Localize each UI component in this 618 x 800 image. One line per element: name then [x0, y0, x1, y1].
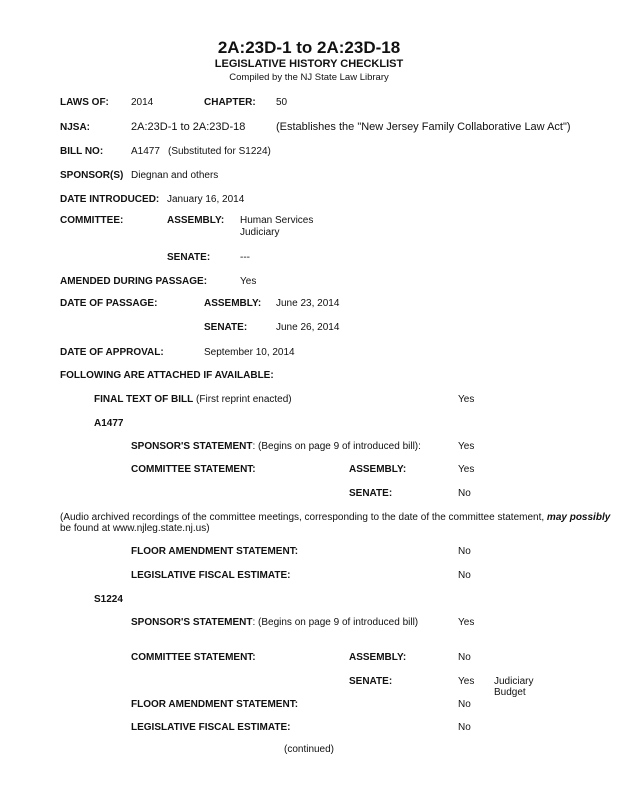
a1477-sponsor-note: : (Begins on page 9 of introduced bill): — [252, 441, 421, 452]
njsa-value: 2A:23D-1 to 2A:23D-18 — [131, 121, 246, 133]
committee-assembly-label: ASSEMBLY: — [167, 215, 225, 226]
committee-senate-label: SENATE: — [167, 252, 211, 263]
a1477-committee-senate-value: No — [458, 488, 471, 499]
s1224-sponsor-value: Yes — [458, 617, 475, 628]
laws-of-label: LAWS OF: — [60, 97, 109, 108]
a1477-committee-assembly-label: ASSEMBLY: — [349, 464, 407, 475]
bill-substitution-note: (Substituted for S1224) — [168, 146, 271, 157]
s1224-committee-assembly-label: ASSEMBLY: — [349, 652, 407, 663]
passage-assembly-label: ASSEMBLY: — [204, 298, 262, 309]
a1477-committee-label: COMMITTEE STATEMENT: — [131, 464, 256, 475]
s1224-sponsor-label: SPONSOR'S STATEMENT — [131, 617, 253, 628]
bill-no-value: A1477 — [131, 146, 160, 157]
njsa-description: (Establishes the "New Jersey Family Collaborative Law Act") — [276, 121, 571, 133]
s1224-floor-label: FLOOR AMENDMENT STATEMENT: — [131, 699, 299, 710]
date-introduced-label: DATE INTRODUCED: — [60, 194, 160, 205]
s1224-fiscal-value: No — [458, 722, 471, 733]
s1224-committee-label: COMMITTEE STATEMENT: — [131, 652, 256, 663]
a1477-floor-label: FLOOR AMENDMENT STATEMENT: — [131, 546, 299, 557]
committee-assembly-2: Judiciary — [240, 227, 280, 238]
passage-label: DATE OF PASSAGE: — [60, 298, 158, 309]
s1224-sponsor-row — [131, 617, 418, 629]
s1224-sponsor-note: : (Begins on page 9 of introduced bill) — [252, 617, 419, 628]
final-text-note: (First reprint enacted) — [196, 394, 292, 405]
committee-senate-value: --- — [240, 252, 250, 263]
a1477-fiscal-value: No — [458, 570, 471, 581]
approval-label: DATE OF APPROVAL: — [60, 347, 164, 358]
sponsors-value: Diegnan and others — [131, 170, 219, 181]
compiled-by: Compiled by the NJ State Law Library — [229, 72, 389, 83]
s1224-committee-senate-label: SENATE: — [349, 676, 393, 687]
date-introduced-value: January 16, 2014 — [167, 194, 245, 205]
a1477-fiscal-label: LEGISLATIVE FISCAL ESTIMATE: — [131, 570, 291, 581]
audio-note-text: (Audio archived recordings of the committee meetings, corresponding to the date of the committee statement, — [60, 512, 547, 523]
passage-senate-date: June 26, 2014 — [276, 322, 340, 333]
bill-no-label: BILL NO: — [60, 146, 104, 157]
final-text-label: FINAL TEXT OF BILL — [94, 394, 194, 405]
s1224-fiscal-label: LEGISLATIVE FISCAL ESTIMATE: — [131, 722, 291, 733]
a1477-sponsor-row — [131, 441, 421, 453]
amended-value: Yes — [240, 276, 257, 287]
sponsors-label: SPONSOR(S) — [60, 170, 124, 181]
s1224-senate-committee-2: Budget — [494, 687, 526, 698]
continued-note: (continued) — [283, 744, 335, 755]
final-text-value: Yes — [458, 394, 475, 405]
amended-label: AMENDED DURING PASSAGE: — [60, 276, 208, 287]
a1477-heading: A1477 — [94, 418, 124, 429]
a1477-sponsor-label: SPONSOR'S STATEMENT — [131, 441, 253, 452]
audio-note-line-2: be found at www.njleg.state.nj.us) — [60, 523, 210, 534]
s1224-floor-value: No — [458, 699, 471, 710]
approval-date: September 10, 2014 — [204, 347, 295, 358]
audio-note-emphasis: may possibly — [546, 512, 611, 523]
njsa-label: NJSA: — [60, 122, 91, 133]
s1224-committee-assembly-value: No — [458, 652, 471, 663]
page-title: 2A:23D-1 to 2A:23D-18 — [217, 38, 401, 57]
a1477-floor-value: No — [458, 546, 471, 557]
laws-of-value: 2014 — [131, 97, 154, 108]
s1224-senate-committee-1: Judiciary — [494, 676, 534, 687]
page-subtitle: LEGISLATIVE HISTORY CHECKLIST — [214, 58, 404, 70]
passage-assembly-date: June 23, 2014 — [276, 298, 340, 309]
s1224-heading: S1224 — [94, 594, 123, 605]
s1224-committee-senate-value: Yes — [458, 676, 475, 687]
chapter-label: CHAPTER: — [204, 97, 256, 108]
a1477-committee-assembly-value: Yes — [458, 464, 475, 475]
a1477-sponsor-value: Yes — [458, 441, 475, 452]
attached-heading: FOLLOWING ARE ATTACHED IF AVAILABLE: — [60, 370, 274, 381]
chapter-value: 50 — [276, 97, 288, 108]
a1477-committee-senate-label: SENATE: — [349, 488, 393, 499]
committee-label: COMMITTEE: — [60, 215, 124, 226]
passage-senate-label: SENATE: — [204, 322, 248, 333]
final-text-row — [94, 394, 292, 406]
committee-assembly-1: Human Services — [240, 215, 314, 226]
